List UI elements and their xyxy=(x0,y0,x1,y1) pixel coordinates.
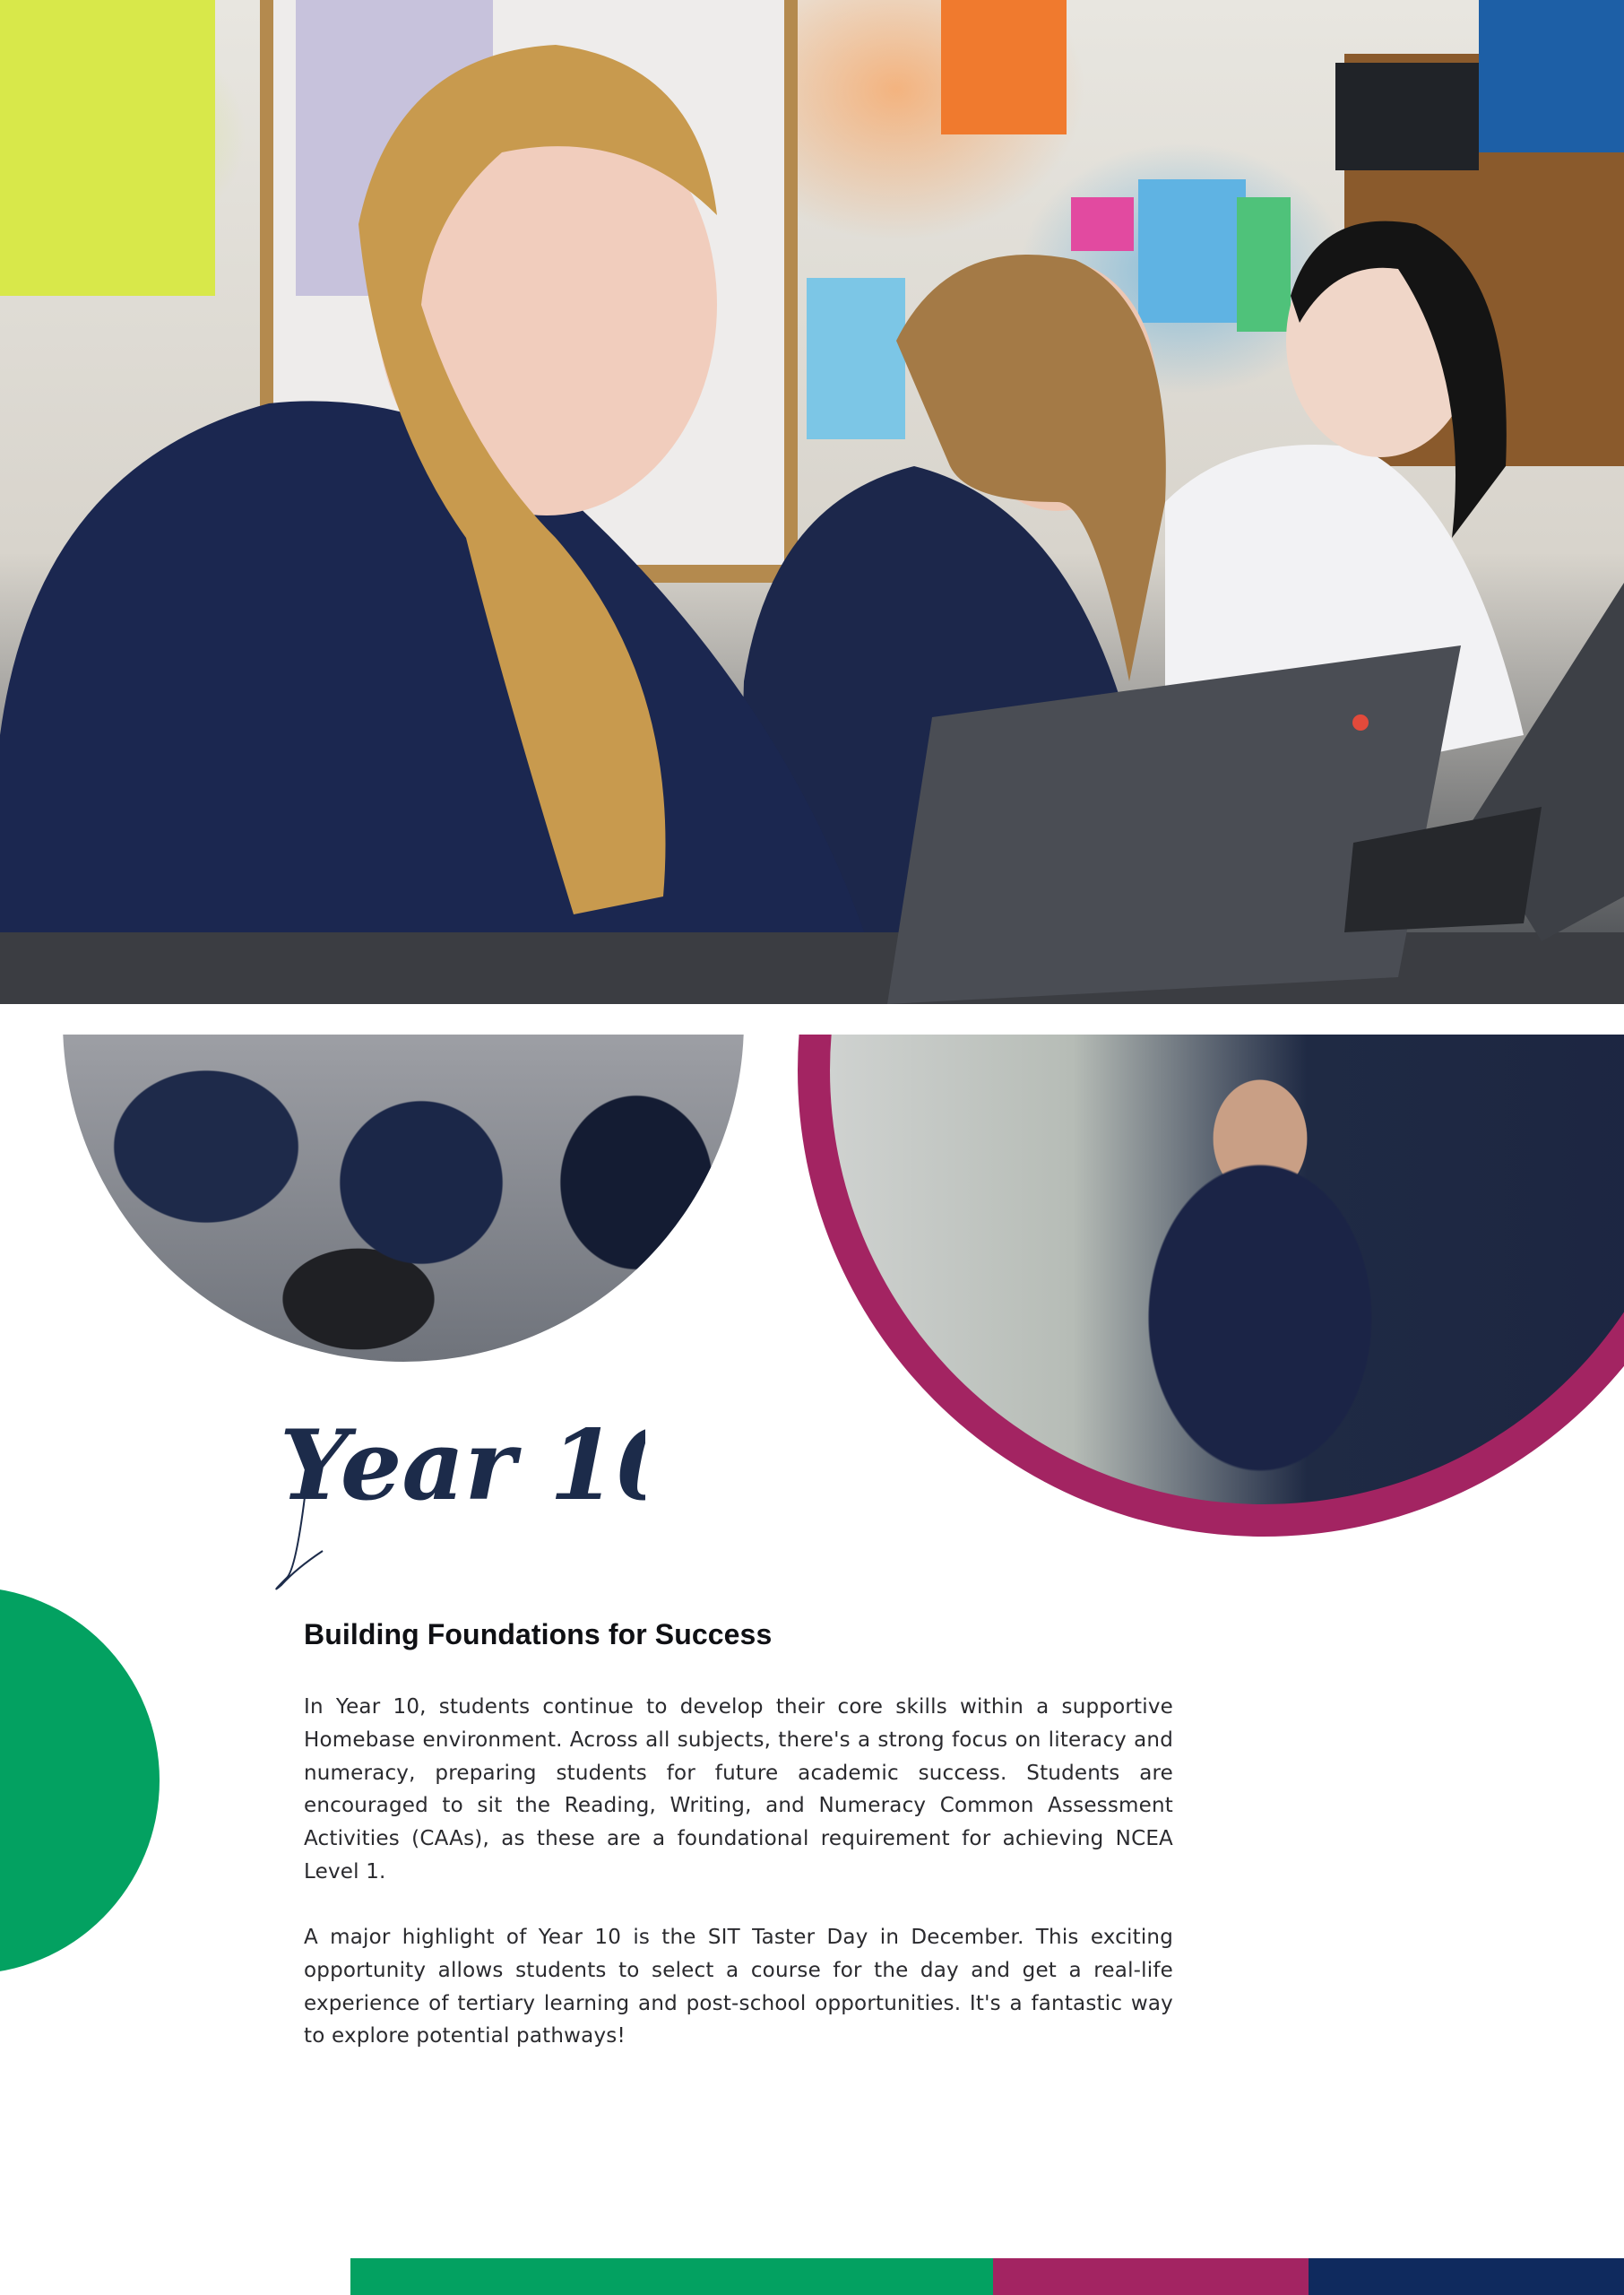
blue-box xyxy=(1479,0,1624,152)
circle-photo-student-reading xyxy=(798,1035,1624,1542)
circle-photo-left xyxy=(63,1035,744,1362)
footer-bar-green xyxy=(350,2258,993,2295)
hero-classroom-photo xyxy=(0,0,1624,1004)
section-title: Building Foundations for Success xyxy=(304,1618,773,1650)
poster-green xyxy=(1237,197,1291,332)
black-box xyxy=(1335,63,1479,170)
body-paragraph: In Year 10, students continue to develop their core skills within a supportive Homebase environment. Across all subjects, there's a strong focus on literacy and numeracy, preparing students for future academic success. Students are encouraged to sit the Reading, Writing, and Numeracy Common Assessment Activities (CAAs), as these are a foundational requirement for achieving NCEA Level 1. xyxy=(304,1695,1173,1884)
laptop-logo xyxy=(1352,714,1369,731)
circle-photo-students-laptops xyxy=(63,1035,744,1362)
poster-orange xyxy=(941,0,1067,134)
hero-photo-illustration xyxy=(0,0,1624,1004)
poster-yellow xyxy=(0,0,215,296)
year-heading xyxy=(269,1399,645,1596)
green-decorative-circle xyxy=(0,1587,160,1974)
footer-bar-magenta xyxy=(993,2258,1309,2295)
poster-pink xyxy=(1071,197,1134,251)
body-paragraph: A major highlight of Year 10 is the SIT Taster Day in December. This exciting opportunity allows students to select a course for the day and get a real-life experience of tertiary learning and post-school opportunities. It's a fantastic way to explore potential pathways! xyxy=(304,1926,1173,2048)
poster-blue xyxy=(1138,179,1246,323)
poster-drawing xyxy=(807,278,905,439)
footer-bar-navy xyxy=(1309,2258,1624,2295)
year-heading-script xyxy=(269,1399,645,1596)
year-heading-text: Year 10 xyxy=(280,1409,645,1522)
